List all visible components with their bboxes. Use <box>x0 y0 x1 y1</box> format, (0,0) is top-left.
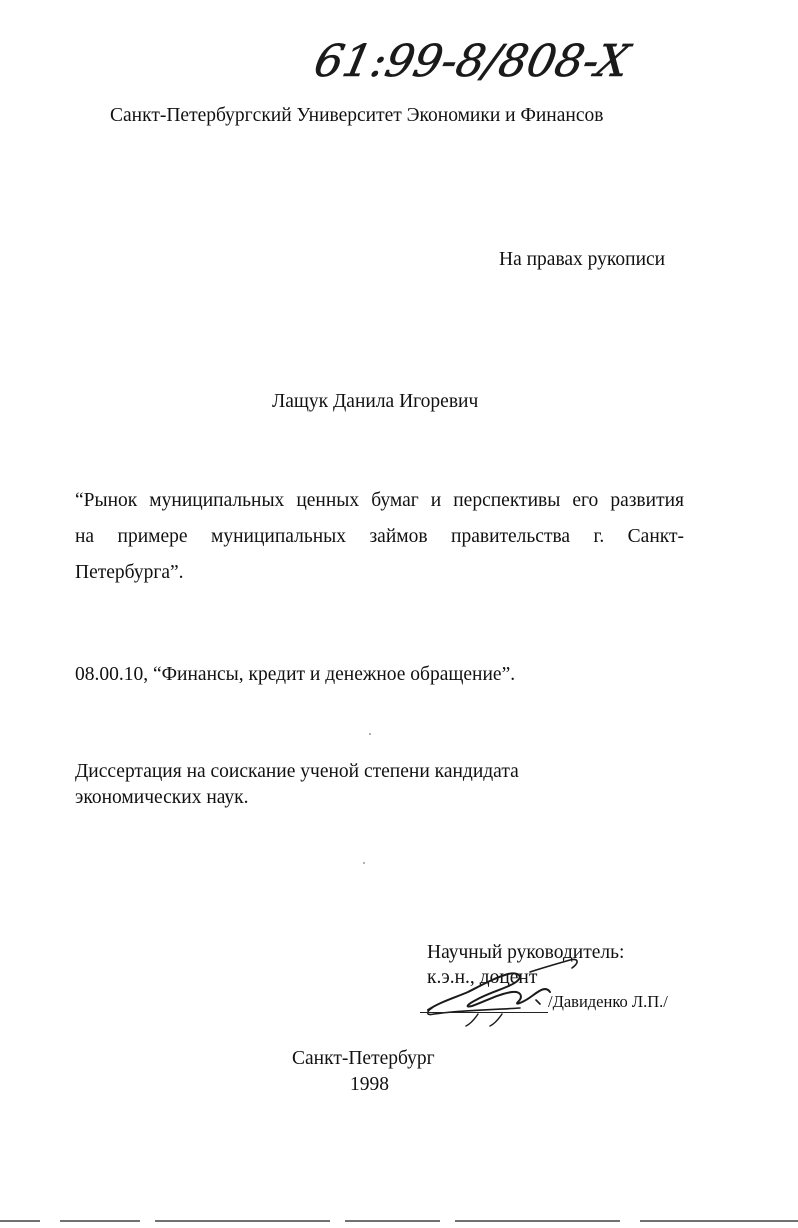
signature-line <box>420 1012 548 1013</box>
archive-number-text: 61:99-8/808-X <box>309 36 634 87</box>
manuscript-note: На правах рукописи <box>499 249 666 270</box>
year: 1998 <box>350 1074 389 1095</box>
degree-line: экономических наук. <box>75 787 249 808</box>
university-name: Санкт-Петербургский Университет Экономики и Финансов <box>110 105 604 126</box>
scan-bottom-edge <box>0 1210 798 1214</box>
signature-row <box>420 988 690 1028</box>
scan-edge-drawing <box>0 1219 798 1223</box>
paper-speck <box>363 862 365 864</box>
degree-line: Диссертация на соискание ученой степени кандидата <box>75 761 519 782</box>
dissertation-title <box>75 483 684 591</box>
city: Санкт-Петербург <box>292 1048 435 1069</box>
degree-statement <box>75 759 519 811</box>
supervisor-rank: к.э.н., доцент <box>427 967 538 988</box>
paper-speck <box>369 733 371 735</box>
title-line: “Рынок муниципальных ценных бумаг и перспективы его развития <box>75 490 684 511</box>
specialty-code: 08.00.10, “Финансы, кредит и денежное обращение”. <box>75 664 516 685</box>
supervisor-name: /Давиденко Л.П./ <box>548 992 668 1011</box>
handwritten-number-drawing <box>309 30 652 90</box>
supervisor-label: Научный руководитель: <box>427 942 625 963</box>
author-name: Лащук Данила Игоревич <box>272 391 479 412</box>
title-line: на примере муниципальных займов правительства г. Санкт- <box>75 526 684 547</box>
title-line: Петербурга”. <box>75 562 184 583</box>
handwritten-archive-number <box>309 30 652 90</box>
